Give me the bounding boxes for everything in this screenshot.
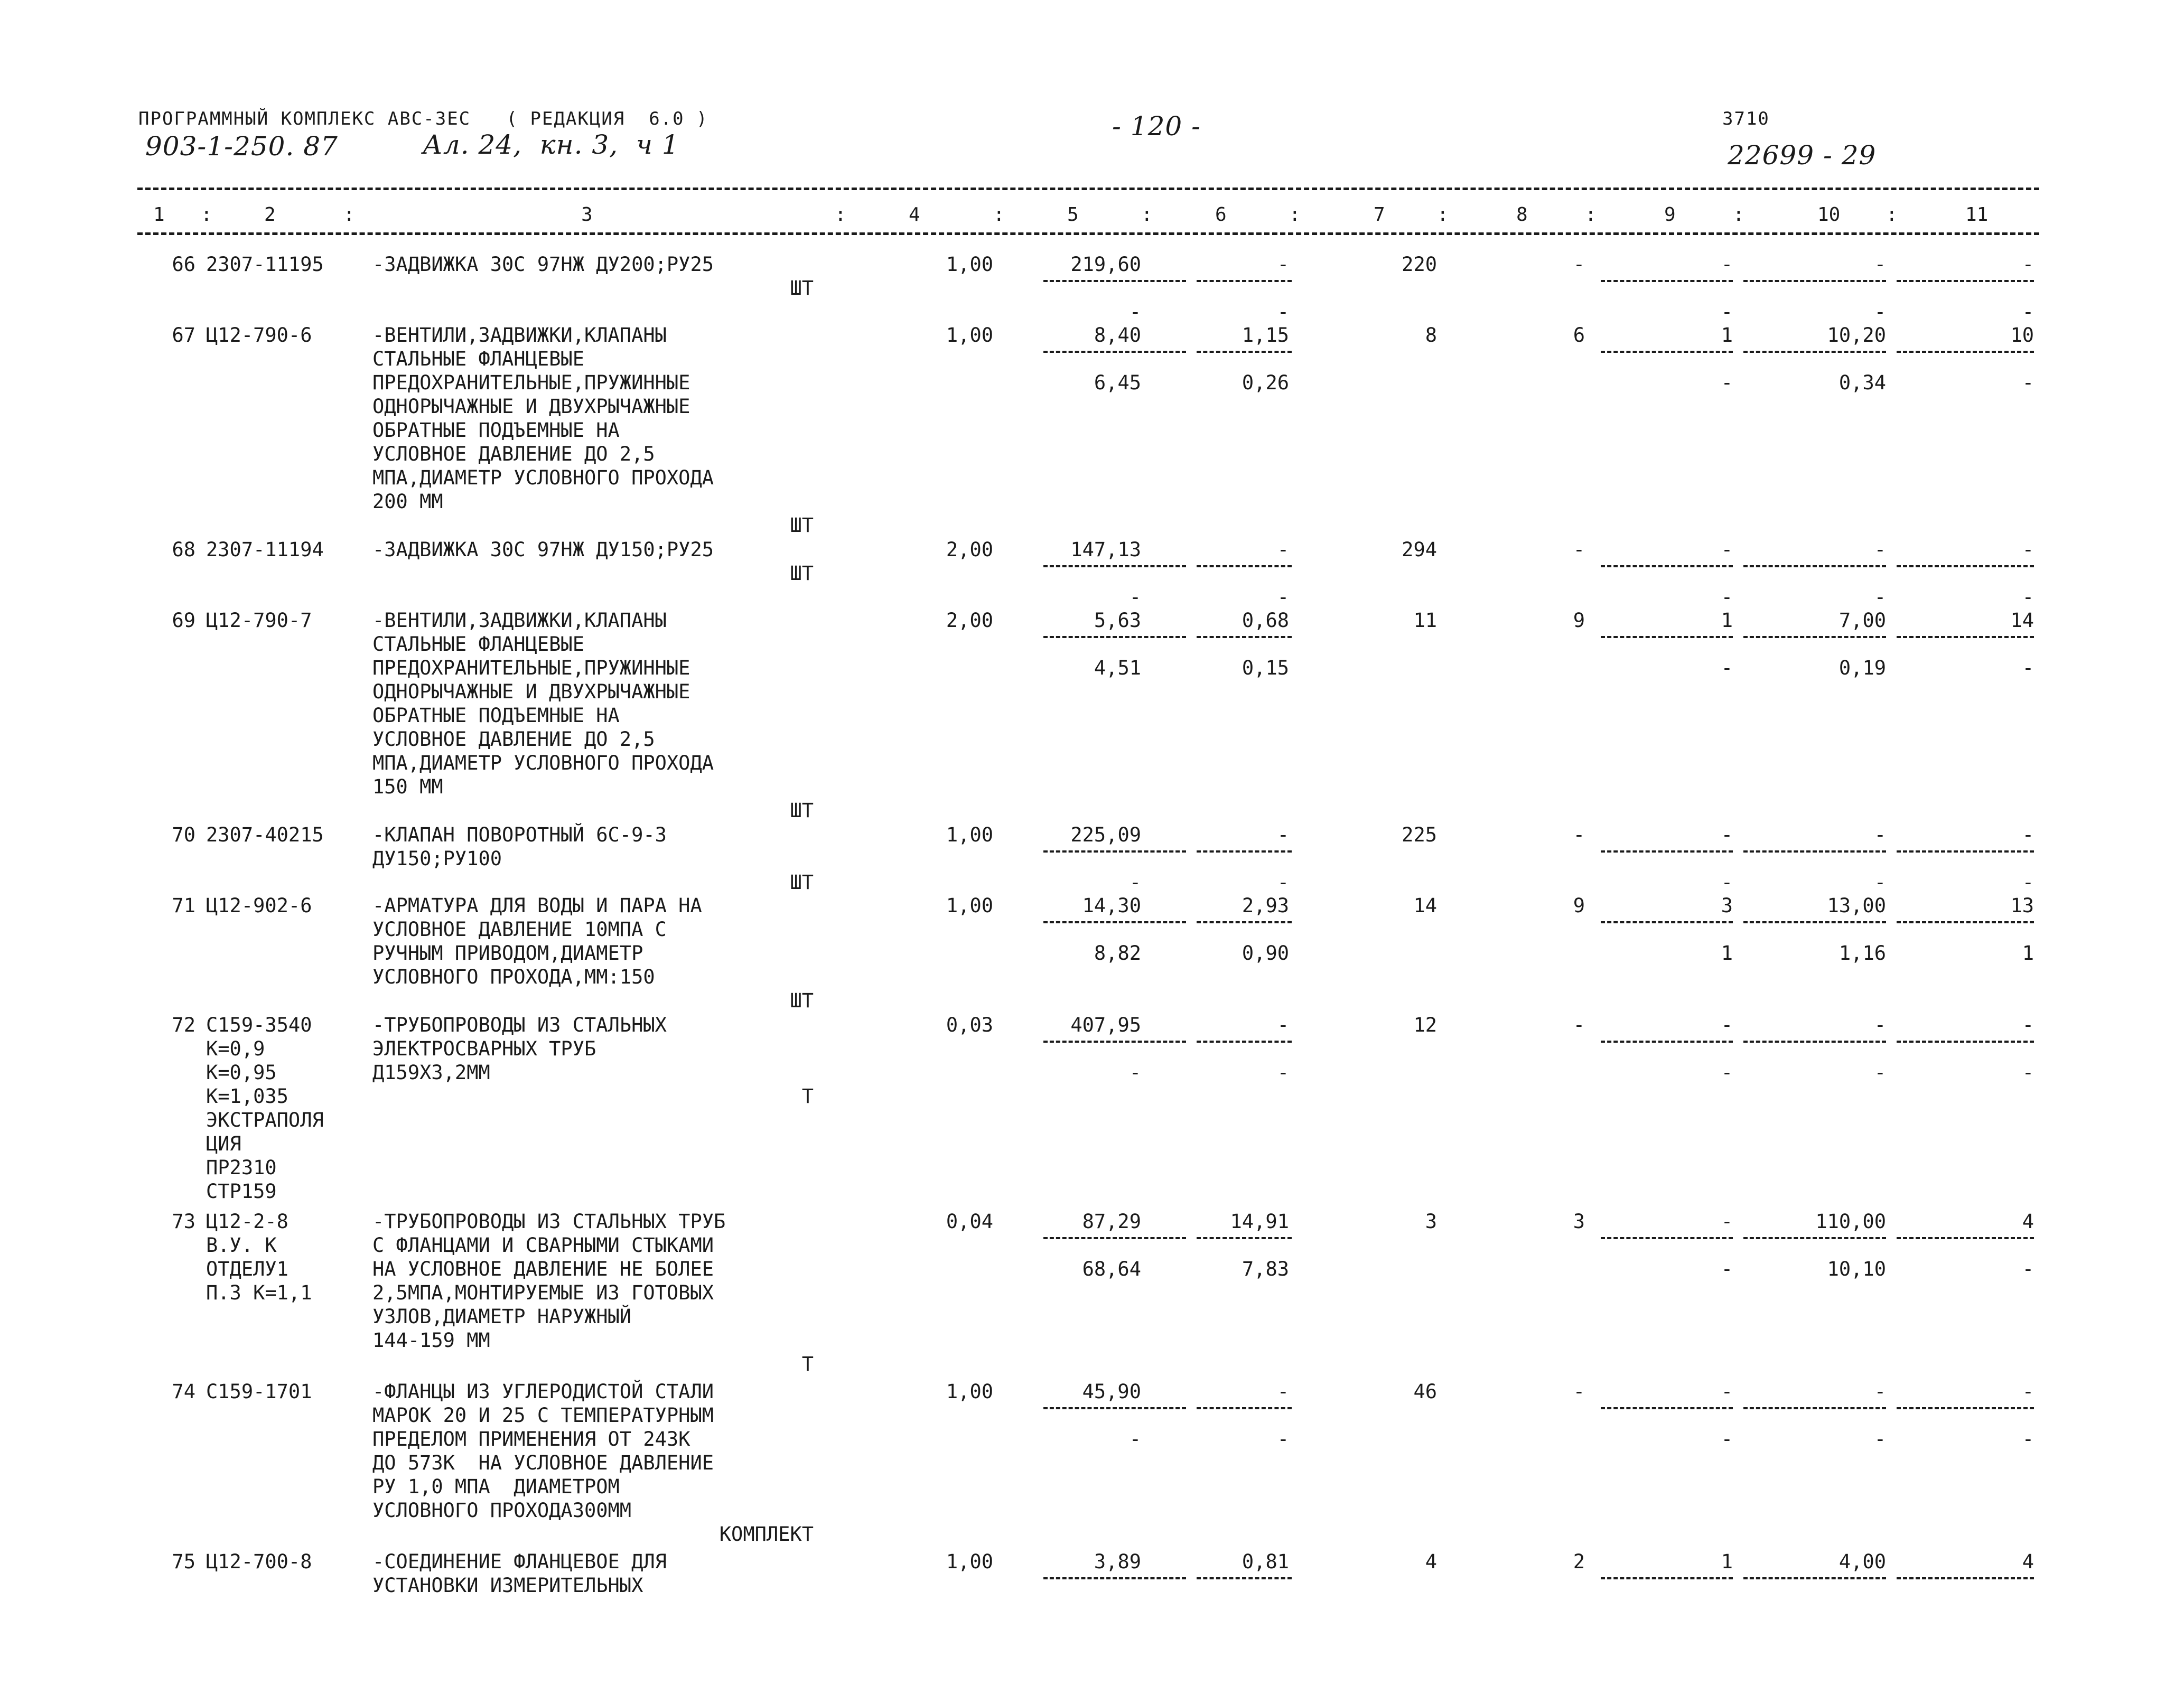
unit-wages: 4,51 [1094, 657, 1141, 679]
subtotal-rule [1897, 1237, 2034, 1239]
column-header-1: 1 [153, 204, 165, 226]
labor-unit: - [1874, 1380, 1886, 1403]
subtotal-rule [1043, 565, 1186, 567]
row-code: 2307-11195 [206, 253, 324, 276]
column-separator: : [343, 204, 355, 226]
quantity: 1,00 [946, 1550, 993, 1573]
subtotal-rule [1743, 1237, 1886, 1239]
unit-cost: 407,95 [1070, 1014, 1141, 1036]
subtotal-rule [1601, 565, 1733, 567]
machine-wages-total: - [1721, 301, 1733, 323]
subtotal-rule [1601, 280, 1733, 282]
labor-unit: - [1874, 1014, 1886, 1036]
row-description: -ТРУБОПРОВОДЫ ИЗ СТАЛЬНЫХ ЭЛЕКТРОСВАРНЫХ ТРУБ Д159Х3,2ММ [372, 1014, 667, 1084]
subtotal-rule [1601, 1407, 1733, 1409]
unit-cost: 87,29 [1082, 1210, 1141, 1233]
machinist-labor-total: - [2022, 586, 2034, 609]
machinist-labor-unit: 0,34 [1838, 371, 1886, 394]
labor-total: 13 [2010, 894, 2034, 917]
subtotal-rule [1043, 351, 1186, 353]
code-top: 3710 [1722, 108, 1770, 129]
row-number: 72 [172, 1014, 195, 1036]
row-number: 75 [172, 1550, 195, 1573]
row-unit: ШТ [790, 989, 814, 1012]
subtotal-rule [1197, 1577, 1292, 1579]
subtotal-rule [1197, 351, 1292, 353]
machinist-labor-unit: - [1874, 301, 1886, 323]
machine-total: - [1721, 1210, 1733, 1233]
machine-cost: - [1277, 538, 1289, 561]
wages-total: - [1573, 1014, 1585, 1036]
subtotal-rule [1897, 280, 2034, 282]
subtotal-rule [1897, 565, 2034, 567]
labor-unit: - [1874, 538, 1886, 561]
unit-wages: 6,45 [1094, 371, 1141, 394]
subtotal-rule [1897, 636, 2034, 638]
machine-cost: 0,81 [1242, 1550, 1289, 1573]
machine-cost: - [1277, 1014, 1289, 1036]
labor-total: - [2022, 253, 2034, 276]
subtotal-rule [1601, 1577, 1733, 1579]
subtotal-rule [1197, 636, 1292, 638]
machinist-labor-total: - [2022, 1061, 2034, 1084]
quantity: 2,00 [946, 609, 993, 632]
labor-total: 4 [2022, 1550, 2034, 1573]
machine-wages-total: - [1721, 657, 1733, 679]
quantity: 2,00 [946, 538, 993, 561]
labor-unit: 13,00 [1827, 894, 1886, 917]
labor-total: - [2022, 538, 2034, 561]
row-number: 73 [172, 1210, 195, 1233]
row-number: 67 [172, 324, 195, 347]
machine-total: 1 [1721, 324, 1733, 347]
wages-total: 3 [1573, 1210, 1585, 1233]
subtotal-rule [1743, 921, 1886, 923]
machinist-labor-unit: - [1874, 586, 1886, 609]
row-unit: Т [801, 1085, 814, 1108]
machine-total: - [1721, 1380, 1733, 1403]
machinist-labor-unit: 1,16 [1838, 942, 1886, 965]
unit-cost: 14,30 [1082, 894, 1141, 917]
machine-cost: - [1277, 1380, 1289, 1403]
column-header-10: 10 [1817, 204, 1841, 226]
machine-cost: 0,68 [1242, 609, 1289, 632]
subtotal-rule [1601, 636, 1733, 638]
subtotal-rule [1601, 1041, 1733, 1043]
machine-wages: - [1277, 871, 1289, 894]
machine-cost: 14,91 [1230, 1210, 1289, 1233]
labor-total: 4 [2022, 1210, 2034, 1233]
machinist-labor-unit: - [1874, 1428, 1886, 1450]
subtotal-rule [1743, 1577, 1886, 1579]
quantity: 1,00 [946, 894, 993, 917]
row-description: -ВЕНТИЛИ,ЗАДВИЖКИ,КЛАПАНЫ СТАЛЬНЫЕ ФЛАНЦЕВЫЕ ПРЕДОХРАНИТЕЛЬНЫЕ,ПРУЖИННЫЕ ОДНОРЫЧАЖНЫЕ И ДВУХРЫЧАЖНЫЕ ОБРАТНЫЕ ПОДЪЕМНЫЕ НА УСЛОВНОЕ ДАВЛЕНИЕ ДО 2,5 МПА,ДИАМЕТР УСЛОВНОГО ПРОХОДА 200 ММ [372, 324, 714, 513]
subtotal-rule [1897, 1407, 2034, 1409]
machine-wages-total: - [1721, 871, 1733, 894]
row-number: 69 [172, 609, 195, 632]
row-number: 70 [172, 823, 195, 846]
column-header-2: 2 [264, 204, 276, 226]
subtotal-rule [1197, 565, 1292, 567]
column-separator: : [1141, 204, 1153, 226]
row-unit: ШТ [790, 277, 814, 299]
wages-total: - [1573, 538, 1585, 561]
row-description: -ТРУБОПРОВОДЫ ИЗ СТАЛЬНЫХ ТРУБ С ФЛАНЦАМИ И СВАРНЫМИ СТЫКАМИ НА УСЛОВНОЕ ДАВЛЕНИЕ НЕ БОЛЕЕ 2,5МПА,МОНТИРУЕМЫЕ ИЗ ГОТОВЫХ УЗЛОВ,ДИАМЕТР НАРУЖНЫЙ 144-159 ММ [372, 1210, 726, 1352]
labor-unit: - [1874, 823, 1886, 846]
wages-total: 9 [1573, 894, 1585, 917]
labor-unit: 110,00 [1815, 1210, 1886, 1233]
machine-total: - [1721, 823, 1733, 846]
column-header-3: 3 [581, 204, 593, 226]
row-unit: ШТ [790, 871, 814, 894]
machine-wages: - [1277, 586, 1289, 609]
quantity: 1,00 [946, 1380, 993, 1403]
total-cost: 220 [1402, 253, 1437, 276]
machinist-labor-total: - [2022, 871, 2034, 894]
total-cost: 14 [1413, 894, 1437, 917]
column-separator: : [1437, 204, 1449, 226]
subtotal-rule [1043, 636, 1186, 638]
machinist-labor-total: - [2022, 371, 2034, 394]
row-unit: ШТ [790, 799, 814, 822]
machine-cost: 2,93 [1242, 894, 1289, 917]
subtotal-rule [1743, 351, 1886, 353]
total-cost: 4 [1425, 1550, 1437, 1573]
row-code: Ц12-700-8 [206, 1550, 312, 1573]
row-code: Ц12-790-7 [206, 609, 312, 632]
machine-wages-total: - [1721, 1258, 1733, 1280]
subtotal-rule [1197, 280, 1292, 282]
column-header-5: 5 [1067, 204, 1079, 226]
subtotal-rule [1743, 850, 1886, 853]
column-separator: : [1289, 204, 1301, 226]
machine-total: - [1721, 538, 1733, 561]
total-cost: 294 [1402, 538, 1437, 561]
subtotal-rule [1043, 1041, 1186, 1043]
total-cost: 46 [1413, 1380, 1437, 1403]
column-separator: : [1585, 204, 1597, 226]
machine-wages-total: 1 [1721, 942, 1733, 965]
machine-wages-total: - [1721, 1428, 1733, 1450]
unit-cost: 225,09 [1070, 823, 1141, 846]
row-coefficients: В.У. К ОТДЕЛУ1 П.3 К=1,1 [206, 1234, 312, 1304]
wages-total: 2 [1573, 1550, 1585, 1573]
unit-wages: - [1129, 301, 1141, 323]
header-rule [137, 232, 2039, 235]
machine-total: 1 [1721, 609, 1733, 632]
subtotal-rule [1043, 921, 1186, 923]
machinist-labor-total: - [2022, 1428, 2034, 1450]
unit-cost: 45,90 [1082, 1380, 1141, 1403]
machinist-labor-unit: - [1874, 871, 1886, 894]
row-number: 74 [172, 1380, 195, 1403]
row-unit: ШТ [790, 514, 814, 537]
column-header-7: 7 [1374, 204, 1385, 226]
program-line: ПРОГРАММНЫЙ КОМПЛЕКС АВС-3ЕС ( РЕДАКЦИЯ 6.0 ) [138, 108, 708, 129]
machine-wages: - [1277, 301, 1289, 323]
row-coefficients: К=0,9 К=0,95 К=1,035 ЭКСТРАПОЛЯ ЦИЯ ПР2310 СТР159 [206, 1037, 324, 1203]
subtotal-rule [1601, 921, 1733, 923]
machine-wages: 0,90 [1242, 942, 1289, 965]
code-bottom: 22699 - 29 [1728, 140, 1877, 171]
doc-code: 903-1-250. 87 [145, 131, 338, 162]
unit-wages: - [1129, 1061, 1141, 1084]
quantity: 0,03 [946, 1014, 993, 1036]
row-code: Ц12-790-6 [206, 324, 312, 347]
subtotal-rule [1743, 636, 1886, 638]
row-number: 66 [172, 253, 195, 276]
machinist-labor-total: - [2022, 1258, 2034, 1280]
column-separator: : [993, 204, 1005, 226]
labor-unit: 10,20 [1827, 324, 1886, 347]
quantity: 1,00 [946, 324, 993, 347]
row-unit: Т [801, 1353, 814, 1375]
subtotal-rule [1043, 1237, 1186, 1239]
subtotal-rule [1043, 850, 1186, 853]
row-description: -КЛАПАН ПОВОРОТНЫЙ 6С-9-3 ДУ150;РУ100 [372, 823, 667, 870]
column-header-8: 8 [1516, 204, 1528, 226]
row-unit: ШТ [790, 562, 814, 585]
column-separator: : [201, 204, 212, 226]
column-header-11: 11 [1965, 204, 1989, 226]
machinist-labor-unit: - [1874, 1061, 1886, 1084]
labor-total: 10 [2010, 324, 2034, 347]
subtotal-rule [1197, 850, 1292, 853]
subtotal-rule [1897, 1041, 2034, 1043]
labor-total: - [2022, 1380, 2034, 1403]
subtotal-rule [1197, 1041, 1292, 1043]
machine-total: 1 [1721, 1550, 1733, 1573]
subtotal-rule [1897, 850, 2034, 853]
row-code: Ц12-902-6 [206, 894, 312, 917]
row-code: 2307-11194 [206, 538, 324, 561]
wages-total: - [1573, 1380, 1585, 1403]
column-separator: : [835, 204, 846, 226]
labor-unit: 4,00 [1838, 1550, 1886, 1573]
labor-unit: - [1874, 253, 1886, 276]
unit-wages: 68,64 [1082, 1258, 1141, 1280]
machinist-labor-unit: 0,19 [1838, 657, 1886, 679]
row-code: Ц12-2-8 [206, 1210, 288, 1233]
row-description: -ВЕНТИЛИ,ЗАДВИЖКИ,КЛАПАНЫ СТАЛЬНЫЕ ФЛАНЦЕВЫЕ ПРЕДОХРАНИТЕЛЬНЫЕ,ПРУЖИННЫЕ ОДНОРЫЧАЖНЫЕ И ДВУХРЫЧАЖНЫЕ ОБРАТНЫЕ ПОДЪЕМНЫЕ НА УСЛОВНОЕ ДАВЛЕНИЕ ДО 2,5 МПА,ДИАМЕТР УСЛОВНОГО ПРОХОДА 150 ММ [372, 609, 714, 798]
column-header-9: 9 [1664, 204, 1676, 226]
subtotal-rule [1743, 1407, 1886, 1409]
subtotal-rule [1743, 565, 1886, 567]
subtotal-rule [1743, 1041, 1886, 1043]
wages-total: - [1573, 823, 1585, 846]
subtotal-rule [1897, 921, 2034, 923]
machinist-labor-total: - [2022, 657, 2034, 679]
row-code: С159-1701 [206, 1380, 312, 1403]
row-description: -ЗАДВИЖКА 30С 97НЖ ДУ150;РУ25 [372, 538, 714, 561]
row-unit: КОМПЛЕКТ [719, 1523, 814, 1546]
subtotal-rule [1897, 1577, 2034, 1579]
total-cost: 3 [1425, 1210, 1437, 1233]
row-description: -ФЛАНЦЫ ИЗ УГЛЕРОДИСТОЙ СТАЛИ МАРОК 20 И 25 С ТЕМПЕРАТУРНЫМ ПРЕДЕЛОМ ПРИМЕНЕНИЯ ОТ 243К ДО 573К НА УСЛОВНОЕ ДАВЛЕНИЕ РУ 1,0 МПА ДИАМЕТРОМ УСЛОВНОГО ПРОХОДА300ММ [372, 1380, 714, 1522]
row-description: -ЗАДВИЖКА 30С 97НЖ ДУ200;РУ25 [372, 253, 714, 276]
wages-total: - [1573, 253, 1585, 276]
top-rule [137, 188, 2039, 190]
column-separator: : [1733, 204, 1744, 226]
total-cost: 11 [1413, 609, 1437, 632]
machine-total: 3 [1721, 894, 1733, 917]
quantity: 1,00 [946, 823, 993, 846]
machine-wages: - [1277, 1061, 1289, 1084]
unit-wages: - [1129, 586, 1141, 609]
unit-cost: 219,60 [1070, 253, 1141, 276]
machine-wages-total: - [1721, 1061, 1733, 1084]
unit-cost: 147,13 [1070, 538, 1141, 561]
labor-unit: 7,00 [1838, 609, 1886, 632]
row-code: С159-3540 [206, 1014, 312, 1036]
subtotal-rule [1601, 1237, 1733, 1239]
quantity: 0,04 [946, 1210, 993, 1233]
machine-wages: - [1277, 1428, 1289, 1450]
machine-total: - [1721, 253, 1733, 276]
row-description: -АРМАТУРА ДЛЯ ВОДЫ И ПАРА НА УСЛОВНОЕ ДАВЛЕНИЕ 10МПА С РУЧНЫМ ПРИВОДОМ,ДИАМЕТР УСЛОВНОГО ПРОХОДА,ММ:150 [372, 894, 702, 988]
row-number: 71 [172, 894, 195, 917]
row-description: -СОЕДИНЕНИЕ ФЛАНЦЕВОЕ ДЛЯ УСТАНОВКИ ИЗМЕРИТЕЛЬНЫХ [372, 1550, 667, 1597]
unit-cost: 8,40 [1094, 324, 1141, 347]
unit-wages: 8,82 [1094, 942, 1141, 965]
column-header-4: 4 [909, 204, 920, 226]
subtotal-rule [1043, 1407, 1186, 1409]
machine-cost: - [1277, 823, 1289, 846]
labor-total: - [2022, 1014, 2034, 1036]
unit-wages: - [1129, 871, 1141, 894]
subtotal-rule [1043, 1577, 1186, 1579]
machine-wages: 0,26 [1242, 371, 1289, 394]
wages-total: 9 [1573, 609, 1585, 632]
subtotal-rule [1601, 850, 1733, 853]
quantity: 1,00 [946, 253, 993, 276]
machine-wages-total: - [1721, 371, 1733, 394]
column-separator: : [1886, 204, 1898, 226]
unit-cost: 3,89 [1094, 1550, 1141, 1573]
machinist-labor-total: 1 [2022, 942, 2034, 965]
labor-total: - [2022, 823, 2034, 846]
machine-cost: - [1277, 253, 1289, 276]
machine-wages: 0,15 [1242, 657, 1289, 679]
row-code: 2307-40215 [206, 823, 324, 846]
wages-total: 6 [1573, 324, 1585, 347]
subtotal-rule [1197, 1237, 1292, 1239]
total-cost: 225 [1402, 823, 1437, 846]
machinist-labor-total: - [2022, 301, 2034, 323]
machine-cost: 1,15 [1242, 324, 1289, 347]
doc-ref: Ал. 24, кн. 3, ч 1 [423, 129, 679, 160]
machine-total: - [1721, 1014, 1733, 1036]
subtotal-rule [1743, 280, 1886, 282]
row-number: 68 [172, 538, 195, 561]
total-cost: 12 [1413, 1014, 1437, 1036]
unit-wages: - [1129, 1428, 1141, 1450]
subtotal-rule [1043, 280, 1186, 282]
labor-total: 14 [2010, 609, 2034, 632]
subtotal-rule [1601, 351, 1733, 353]
subtotal-rule [1897, 351, 2034, 353]
subtotal-rule [1197, 1407, 1292, 1409]
unit-cost: 5,63 [1094, 609, 1141, 632]
machinist-labor-unit: 10,10 [1827, 1258, 1886, 1280]
machine-wages-total: - [1721, 586, 1733, 609]
subtotal-rule [1197, 921, 1292, 923]
total-cost: 8 [1425, 324, 1437, 347]
machine-wages: 7,83 [1242, 1258, 1289, 1280]
page-number: - 120 - [1112, 111, 1201, 142]
column-header-6: 6 [1215, 204, 1227, 226]
